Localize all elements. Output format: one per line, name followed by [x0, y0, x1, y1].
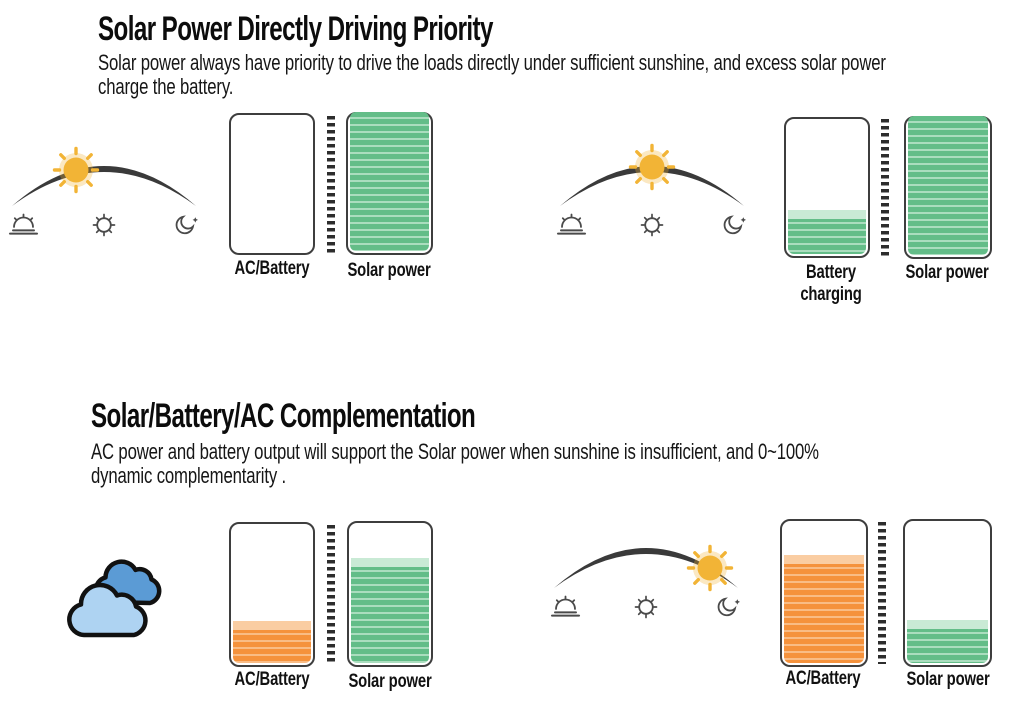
dashed-connector [881, 119, 889, 256]
sun-icon [689, 547, 732, 590]
section1-description [98, 51, 886, 98]
night-moon-icon [725, 217, 746, 233]
sun-arc-figure-noon [552, 118, 752, 243]
bar-fill [351, 558, 429, 663]
night-moon-icon [177, 217, 198, 233]
bar-fill [788, 210, 866, 254]
daytime-sun-icon [94, 215, 115, 236]
description-line: charge the battery. [98, 73, 234, 99]
bar-fill [350, 112, 429, 251]
sunrise-icon [558, 215, 585, 234]
ac-battery-bar [229, 522, 315, 667]
ac-battery-bar [229, 113, 315, 255]
sun-arc-figure-morning [4, 118, 204, 243]
section2-title: Solar/Battery/AC Complementation [91, 397, 476, 435]
sunrise-icon [10, 215, 37, 234]
night-moon-icon [719, 599, 740, 615]
dashed-connector [327, 525, 335, 665]
bar-fill [908, 116, 988, 255]
dashed-connector [327, 116, 335, 253]
bar-label: Solar power [347, 260, 431, 281]
sunrise-icon [552, 597, 579, 616]
day-arc-path [12, 166, 196, 206]
bar-fill [784, 555, 864, 663]
sun-icon [631, 146, 674, 189]
dashed-connector [878, 522, 886, 664]
description-line: AC power and battery output will support the Solar power when sunshine is insufficient, and 0~100% [91, 439, 819, 464]
bar-fill [907, 620, 988, 663]
bar-label: Solar power [906, 669, 990, 690]
bar-label: Battery charging [800, 262, 862, 305]
ac-battery-bar [780, 519, 868, 667]
bar-fill [233, 621, 311, 663]
solar-power-bar [346, 112, 433, 255]
daytime-sun-icon [642, 215, 663, 236]
daytime-sun-icon [636, 597, 657, 618]
battery-charging-bar [784, 117, 870, 258]
bar-label: Solar power [905, 262, 989, 283]
sun-icon [55, 149, 98, 192]
bar-label: Solar power [348, 671, 432, 692]
bar-label: AC/Battery [234, 258, 310, 279]
solar-power-bar [347, 521, 433, 667]
solar-power-bar [903, 519, 992, 667]
solar-power-bar [904, 116, 992, 259]
description-line: Solar power always have priority to drive the loads directly under sufficient sunshine, and excess solar power [98, 50, 886, 75]
cloudy-weather-icon [60, 552, 162, 640]
bar-label: AC/Battery [785, 668, 861, 689]
section2-description [91, 440, 819, 487]
description-line: dynamic complementarity . [91, 462, 287, 488]
sun-arc-figure-evening [546, 500, 746, 625]
bar-label: AC/Battery [234, 669, 310, 690]
section1-title: Solar Power Directly Driving Priority [98, 10, 493, 48]
